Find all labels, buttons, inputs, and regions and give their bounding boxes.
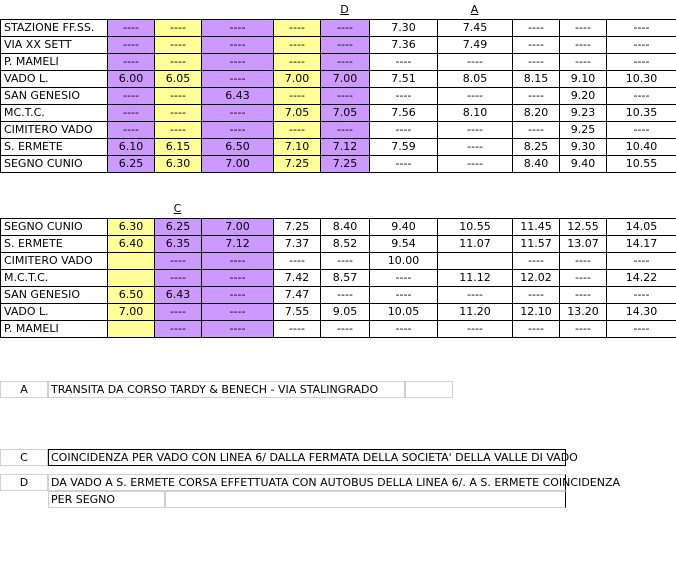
return-stop-name: S. ERMETE <box>0 235 108 253</box>
return-stop-name: M.C.T.C. <box>0 269 108 287</box>
outbound-time-cell: 7.51 <box>369 70 438 88</box>
return-time-cell: ---- <box>369 320 438 338</box>
outbound-stop-name: VIA XX SETT <box>0 36 108 54</box>
return-time-cell: 8.52 <box>320 235 370 253</box>
outbound-stop-name: S. ERMETE <box>0 138 108 156</box>
outbound-time-cell: 8.20 <box>512 104 560 122</box>
outbound-header-cell <box>201 2 273 19</box>
outbound-stop-name: CIMITERO VADO <box>0 121 108 139</box>
return-time-cell <box>107 269 155 287</box>
outbound-time-cell: ---- <box>512 36 560 54</box>
return-time-cell: ---- <box>369 269 438 287</box>
return-header-cell <box>437 201 512 218</box>
return-header-cell <box>369 201 437 218</box>
outbound-time-cell: ---- <box>201 36 274 54</box>
return-time-cell: ---- <box>273 320 321 338</box>
outbound-time-cell: ---- <box>201 104 274 122</box>
return-time-cell: ---- <box>512 252 560 270</box>
note-d-text-line2: PER SEGNO <box>48 491 165 508</box>
outbound-time-cell: ---- <box>154 19 202 37</box>
outbound-time-cell: ---- <box>107 19 155 37</box>
outbound-time-cell: 9.20 <box>559 87 607 105</box>
outbound-time-cell: ---- <box>437 121 513 139</box>
outbound-time-cell: ---- <box>437 87 513 105</box>
outbound-time-cell: ---- <box>201 19 274 37</box>
return-time-cell: ---- <box>201 269 274 287</box>
outbound-time-cell: 8.25 <box>512 138 560 156</box>
return-stop-name: SEGNO CUNIO <box>0 218 108 236</box>
return-time-cell: ---- <box>559 320 607 338</box>
return-time-cell: 7.12 <box>201 235 274 253</box>
return-time-cell: 11.07 <box>437 235 513 253</box>
outbound-time-cell: ---- <box>369 87 438 105</box>
outbound-time-cell: ---- <box>154 121 202 139</box>
outbound-header-cell <box>606 2 676 19</box>
return-time-cell: 8.57 <box>320 269 370 287</box>
outbound-stop-name: SAN GENESIO <box>0 87 108 105</box>
return-time-cell: 11.45 <box>512 218 560 236</box>
outbound-time-cell: 7.12 <box>320 138 370 156</box>
return-time-cell: ---- <box>320 286 370 304</box>
return-time-cell: 7.00 <box>201 218 274 236</box>
outbound-time-cell: ---- <box>606 121 676 139</box>
outbound-time-cell: 7.00 <box>320 70 370 88</box>
return-time-cell: 6.30 <box>107 218 155 236</box>
outbound-time-cell: 7.49 <box>437 36 513 54</box>
outbound-time-cell: ---- <box>320 53 370 71</box>
outbound-header-cell <box>107 2 154 19</box>
outbound-time-cell: ---- <box>369 53 438 71</box>
return-time-cell: ---- <box>154 320 202 338</box>
return-header-cell <box>606 201 676 218</box>
outbound-time-cell: 6.50 <box>201 138 274 156</box>
outbound-time-cell: 6.25 <box>107 155 155 173</box>
outbound-stop-name: P. MAMELI <box>0 53 108 71</box>
return-time-cell: ---- <box>154 252 202 270</box>
return-time-cell: ---- <box>559 269 607 287</box>
return-time-cell <box>107 320 155 338</box>
note-d-text-line1: DA VADO A S. ERMETE CORSA EFFETTUATA CON AUTOBUS DELLA LINEA 6/. A S. ERMETE COINCIDENZA <box>48 474 566 491</box>
return-time-cell: ---- <box>512 320 560 338</box>
outbound-time-cell: ---- <box>559 36 607 54</box>
return-time-cell: ---- <box>606 286 676 304</box>
return-time-cell: 7.42 <box>273 269 321 287</box>
return-time-cell: 10.05 <box>369 303 438 321</box>
outbound-header-cell <box>512 2 559 19</box>
return-time-cell: ---- <box>320 320 370 338</box>
return-time-cell: ---- <box>201 286 274 304</box>
outbound-time-cell: ---- <box>512 19 560 37</box>
return-time-cell: 9.40 <box>369 218 438 236</box>
return-time-cell: ---- <box>273 252 321 270</box>
empty-cell <box>165 491 566 508</box>
outbound-time-cell: 8.15 <box>512 70 560 88</box>
return-stop-name: P. MAMELI <box>0 320 108 338</box>
return-time-cell: 9.05 <box>320 303 370 321</box>
return-time-cell: 13.07 <box>559 235 607 253</box>
outbound-stop-name: SEGNO CUNIO <box>0 155 108 173</box>
outbound-time-cell: ---- <box>512 53 560 71</box>
return-header-cell <box>0 201 107 218</box>
outbound-time-cell: ---- <box>273 36 321 54</box>
outbound-time-cell: ---- <box>559 53 607 71</box>
return-time-cell: 6.35 <box>154 235 202 253</box>
outbound-time-cell: ---- <box>606 19 676 37</box>
return-time-cell: 14.05 <box>606 218 676 236</box>
outbound-time-cell: ---- <box>273 87 321 105</box>
outbound-header-cell <box>0 2 107 19</box>
return-time-cell: 7.55 <box>273 303 321 321</box>
outbound-time-cell: ---- <box>107 87 155 105</box>
outbound-time-cell: ---- <box>154 104 202 122</box>
outbound-time-cell: 7.36 <box>369 36 438 54</box>
return-time-cell <box>107 252 155 270</box>
outbound-time-cell: ---- <box>273 53 321 71</box>
note-a-text: TRANSITA DA CORSO TARDY & BENECH - VIA STALINGRADO <box>48 381 405 398</box>
outbound-header-cell: D <box>340 3 349 16</box>
outbound-time-cell: 10.40 <box>606 138 676 156</box>
outbound-time-cell: 7.59 <box>369 138 438 156</box>
outbound-time-cell: ---- <box>512 121 560 139</box>
outbound-time-cell: ---- <box>154 36 202 54</box>
return-header-cell <box>320 201 369 218</box>
outbound-time-cell: 9.40 <box>559 155 607 173</box>
outbound-time-cell: ---- <box>107 36 155 54</box>
outbound-header-cell: A <box>470 3 479 16</box>
outbound-time-cell: ---- <box>559 19 607 37</box>
outbound-time-cell: ---- <box>606 53 676 71</box>
return-time-cell: ---- <box>369 286 438 304</box>
outbound-time-cell: 9.30 <box>559 138 607 156</box>
empty-cell <box>405 381 453 398</box>
return-time-cell: 12.02 <box>512 269 560 287</box>
note-a-key: A <box>0 381 48 398</box>
outbound-time-cell: ---- <box>273 19 321 37</box>
outbound-time-cell: ---- <box>154 53 202 71</box>
return-time-cell: ---- <box>154 303 202 321</box>
return-time-cell: ---- <box>512 286 560 304</box>
outbound-stop-name: STAZIONE FF.SS. <box>0 19 108 37</box>
outbound-header-cell <box>273 2 320 19</box>
note-c-text: COINCIDENZA PER VADO CON LINEA 6/ DALLA FERMATA DELLA SOCIETA' DELLA VALLE DI VADO <box>48 449 566 466</box>
outbound-time-cell: 6.15 <box>154 138 202 156</box>
outbound-time-cell: ---- <box>369 121 438 139</box>
outbound-time-cell: ---- <box>107 53 155 71</box>
outbound-time-cell: 10.55 <box>606 155 676 173</box>
outbound-time-cell: ---- <box>606 87 676 105</box>
outbound-time-cell: 7.25 <box>273 155 321 173</box>
return-time-cell: ---- <box>559 286 607 304</box>
return-time-cell: 13.20 <box>559 303 607 321</box>
return-time-cell: 6.43 <box>154 286 202 304</box>
return-time-cell: ---- <box>606 320 676 338</box>
outbound-time-cell: 9.23 <box>559 104 607 122</box>
return-header-cell <box>559 201 606 218</box>
outbound-header-cell <box>154 2 201 19</box>
outbound-time-cell: 6.10 <box>107 138 155 156</box>
return-header-cell <box>273 201 320 218</box>
outbound-stop-name: VADO L. <box>0 70 108 88</box>
outbound-time-cell: 7.25 <box>320 155 370 173</box>
return-time-cell: 7.25 <box>273 218 321 236</box>
outbound-time-cell: ---- <box>320 19 370 37</box>
return-time-cell: ---- <box>201 303 274 321</box>
return-time-cell: 12.55 <box>559 218 607 236</box>
return-time-cell: 14.22 <box>606 269 676 287</box>
outbound-time-cell: ---- <box>107 104 155 122</box>
outbound-header-cell <box>559 2 606 19</box>
return-time-cell: 14.30 <box>606 303 676 321</box>
return-time-cell: ---- <box>154 269 202 287</box>
outbound-time-cell: 6.30 <box>154 155 202 173</box>
outbound-time-cell: 8.40 <box>512 155 560 173</box>
note-c-key: C <box>0 449 48 466</box>
outbound-time-cell: 6.00 <box>107 70 155 88</box>
return-time-cell: 7.37 <box>273 235 321 253</box>
outbound-time-cell: ---- <box>201 53 274 71</box>
return-time-cell: 10.00 <box>369 252 438 270</box>
return-time-cell: 7.47 <box>273 286 321 304</box>
return-time-cell: 11.20 <box>437 303 513 321</box>
return-time-cell: 9.54 <box>369 235 438 253</box>
outbound-time-cell: 8.10 <box>437 104 513 122</box>
return-time-cell: ---- <box>201 320 274 338</box>
return-time-cell: ---- <box>606 252 676 270</box>
outbound-time-cell: 7.05 <box>320 104 370 122</box>
return-header-cell: C <box>173 202 182 215</box>
return-time-cell: ---- <box>559 252 607 270</box>
outbound-time-cell: 7.56 <box>369 104 438 122</box>
outbound-time-cell: 9.10 <box>559 70 607 88</box>
return-time-cell: 10.55 <box>437 218 513 236</box>
outbound-time-cell: ---- <box>107 121 155 139</box>
outbound-time-cell: ---- <box>320 36 370 54</box>
outbound-time-cell: 7.45 <box>437 19 513 37</box>
return-time-cell: ---- <box>201 252 274 270</box>
return-time-cell: 12.10 <box>512 303 560 321</box>
outbound-time-cell: ---- <box>320 87 370 105</box>
return-stop-name: CIMITERO VADO <box>0 252 108 270</box>
outbound-time-cell: ---- <box>154 87 202 105</box>
return-stop-name: SAN GENESIO <box>0 286 108 304</box>
outbound-time-cell: 7.30 <box>369 19 438 37</box>
outbound-time-cell: 10.30 <box>606 70 676 88</box>
outbound-time-cell: 7.00 <box>201 155 274 173</box>
return-time-cell: 6.50 <box>107 286 155 304</box>
outbound-header-cell <box>369 2 437 19</box>
outbound-time-cell: ---- <box>201 121 274 139</box>
outbound-time-cell: 7.00 <box>273 70 321 88</box>
return-stop-name: VADO L. <box>0 303 108 321</box>
note-d-key: D <box>0 474 48 491</box>
return-time-cell: 7.00 <box>107 303 155 321</box>
return-time-cell: 6.40 <box>107 235 155 253</box>
outbound-stop-name: MC.T.C. <box>0 104 108 122</box>
outbound-time-cell: ---- <box>512 87 560 105</box>
outbound-time-cell: ---- <box>320 121 370 139</box>
outbound-time-cell: ---- <box>437 155 513 173</box>
return-header-cell <box>107 201 154 218</box>
return-header-cell <box>201 201 273 218</box>
return-time-cell: ---- <box>437 320 513 338</box>
outbound-time-cell: ---- <box>369 155 438 173</box>
return-time-cell: 11.57 <box>512 235 560 253</box>
outbound-time-cell: 7.05 <box>273 104 321 122</box>
return-time-cell: ---- <box>320 252 370 270</box>
outbound-time-cell: 7.10 <box>273 138 321 156</box>
outbound-time-cell: 10.35 <box>606 104 676 122</box>
outbound-time-cell: 9.25 <box>559 121 607 139</box>
outbound-time-cell: ---- <box>273 121 321 139</box>
return-time-cell: 14.17 <box>606 235 676 253</box>
return-time-cell <box>437 252 513 270</box>
return-header-cell <box>512 201 559 218</box>
outbound-time-cell: ---- <box>437 53 513 71</box>
outbound-time-cell: ---- <box>606 36 676 54</box>
return-time-cell: 6.25 <box>154 218 202 236</box>
return-time-cell: 8.40 <box>320 218 370 236</box>
return-time-cell: 11.12 <box>437 269 513 287</box>
return-time-cell: ---- <box>437 286 513 304</box>
outbound-time-cell: 6.43 <box>201 87 274 105</box>
outbound-time-cell: 6.05 <box>154 70 202 88</box>
outbound-time-cell: ---- <box>201 70 274 88</box>
outbound-time-cell: ---- <box>437 138 513 156</box>
outbound-time-cell: 8.05 <box>437 70 513 88</box>
